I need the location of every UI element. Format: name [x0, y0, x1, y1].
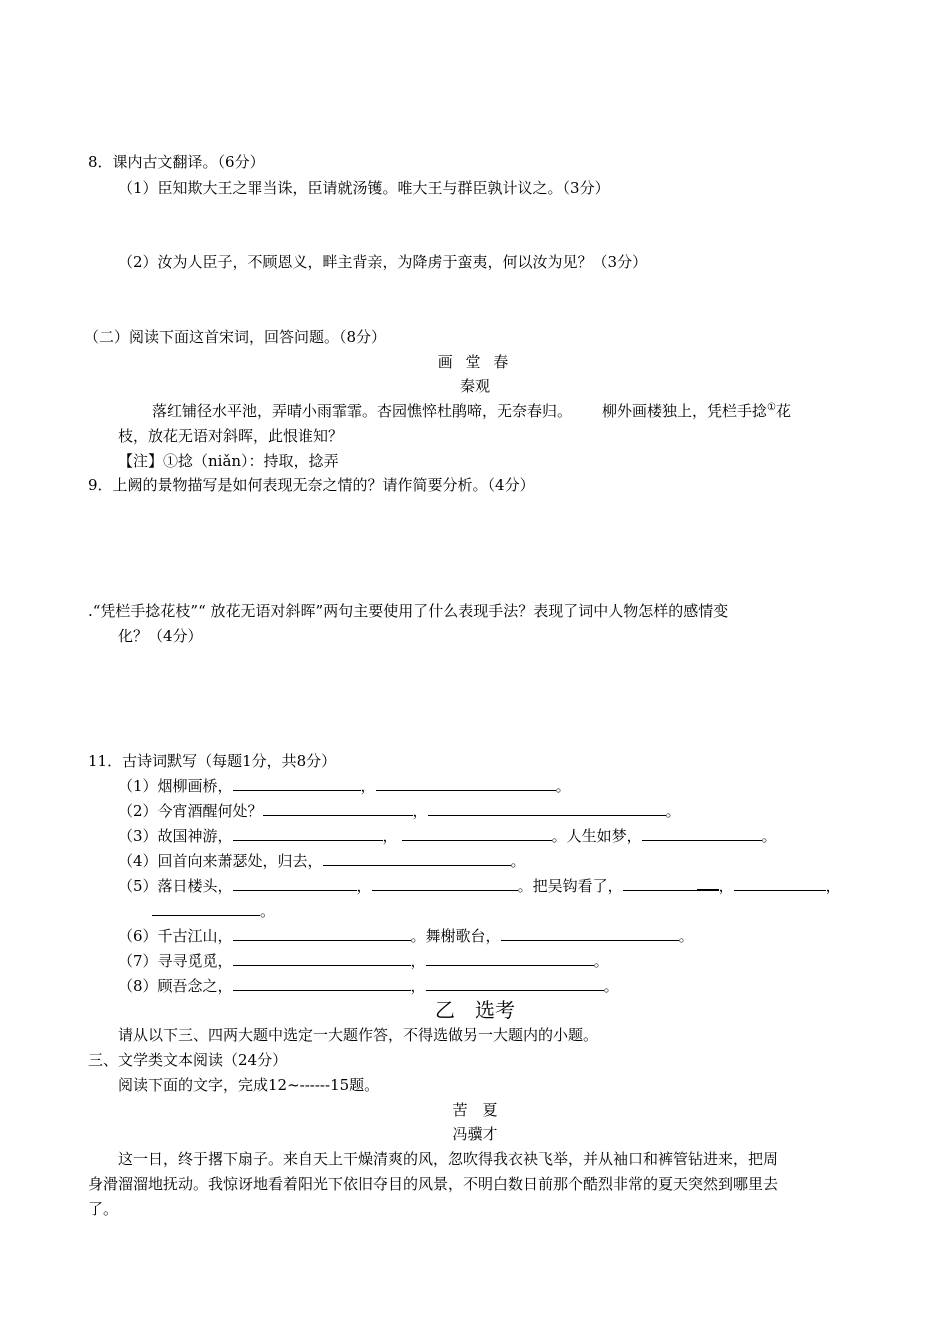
- answer-blank[interactable]: [152, 900, 260, 916]
- answer-blank[interactable]: [376, 775, 556, 791]
- q11-heading: 11．古诗词默写（每题1分，共8分）: [88, 752, 337, 770]
- answer-blank[interactable]: [233, 950, 411, 966]
- answer-blank[interactable]: [233, 975, 411, 991]
- article-line-2: 身滑溜溜地抚动。我惊讶地看着阳光下依旧夺目的风景，不明白数日前那个酷烈非常的夏天突然到哪里去: [88, 1175, 779, 1193]
- article-title: 苦 夏: [452, 1101, 498, 1119]
- article-line-3: 了。: [88, 1200, 119, 1218]
- part-b-title: 乙 选考: [435, 998, 515, 1022]
- q11-item-7: （7）寻寻觅觅， ， 。: [118, 952, 609, 970]
- answer-blank[interactable]: [233, 825, 383, 841]
- answer-blank[interactable]: [233, 875, 357, 891]
- article-author: 冯骥才: [452, 1125, 498, 1143]
- answer-blank[interactable]: [233, 775, 361, 791]
- q11-item-6: （6）千古江山， 。舞榭歌台， 。: [118, 927, 694, 945]
- poem-author: 秦观: [459, 377, 490, 395]
- answer-blank[interactable]: [263, 800, 413, 816]
- section2-heading: （二）阅读下面这首宋词，回答问题。（8分）: [84, 328, 387, 346]
- answer-blank[interactable]: [697, 874, 719, 891]
- q10-text-line-1: .“凭栏手捻花枝”“ 放花无语对斜晖”两句主要使用了什么表现手法？表现了词中人物怎样的感情变: [88, 602, 729, 620]
- answer-blank[interactable]: [323, 850, 511, 866]
- poem-lower-stanza: 柳外画楼独上，凭栏手捻: [602, 402, 768, 420]
- part-b-instruction: 请从以下三、四两大题中选定一大题作答，不得选做另一大题内的小题。: [118, 1026, 599, 1044]
- poem-upper-stanza: 落红铺径水平池，弄晴小雨霏霏。杏园憔悴杜鹃啼，无奈春归。: [152, 402, 573, 420]
- answer-blank[interactable]: [233, 925, 411, 941]
- section3-instruction: 阅读下面的文字，完成12~------15题。: [118, 1076, 380, 1094]
- answer-blank[interactable]: [426, 950, 594, 966]
- q11-item-5: （5）落日楼头， ， 。把吴钩看了， ， ，: [118, 874, 841, 898]
- answer-blank[interactable]: [642, 825, 762, 841]
- q11-item-5-cont: 。: [152, 899, 275, 923]
- q11-item-1: （1）烟柳画桥， ， 。: [118, 777, 571, 795]
- q11-item-4: （4）回首向来萧瑟处，归去， 。: [118, 852, 526, 870]
- section3-heading: 三、文学类文本阅读（24分）: [88, 1051, 288, 1069]
- q10-text-line-2: 化？（4分）: [118, 627, 203, 645]
- q11-item-2: （2）今宵酒醒何处？ ， 。: [118, 802, 681, 820]
- answer-blank[interactable]: [428, 800, 666, 816]
- poem-note: 【注】①捻（niǎn）：持取，捻弄: [118, 452, 339, 470]
- q8-item-2: （2）汝为人臣子，不顾恩义，畔主背亲，为降虏于蛮夷，何以汝为见？（3分）: [118, 253, 648, 271]
- q11-item-3: （3）故国神游， ， 。人生如梦， 。: [118, 827, 777, 845]
- answer-blank[interactable]: [426, 975, 604, 991]
- poem-title: 画 堂 春: [437, 353, 513, 371]
- q8-heading: 8．课内古文翻译。（6分）: [88, 153, 265, 171]
- answer-blank[interactable]: [623, 875, 697, 891]
- answer-blank[interactable]: [734, 875, 826, 891]
- q8-item-1: （1）臣知欺大王之罪当诛，臣请就汤镬。唯大王与群臣孰计议之。（3分）: [118, 179, 610, 197]
- article-line-1: 这一日，终于撂下扇子。来自天上干燥清爽的风，忽吹得我衣袂飞举，并从袖口和裤管钻进来，把周: [118, 1150, 779, 1168]
- q11-item-8: （8）顾吾念之， ， 。: [118, 977, 619, 995]
- poem-line-1: [152, 399, 791, 423]
- answer-blank[interactable]: [372, 875, 518, 891]
- footnote-marker: ①: [767, 402, 776, 413]
- poem-line-2: 枝，放花无语对斜晖，此恨谁知？: [118, 427, 344, 445]
- answer-blank[interactable]: [402, 825, 552, 841]
- answer-blank[interactable]: [501, 925, 679, 941]
- q9-text: 9．上阙的景物描写是如何表现无奈之情的？请作简要分析。（4分）: [88, 476, 535, 494]
- poem-lower-stanza-end: 花: [776, 402, 792, 420]
